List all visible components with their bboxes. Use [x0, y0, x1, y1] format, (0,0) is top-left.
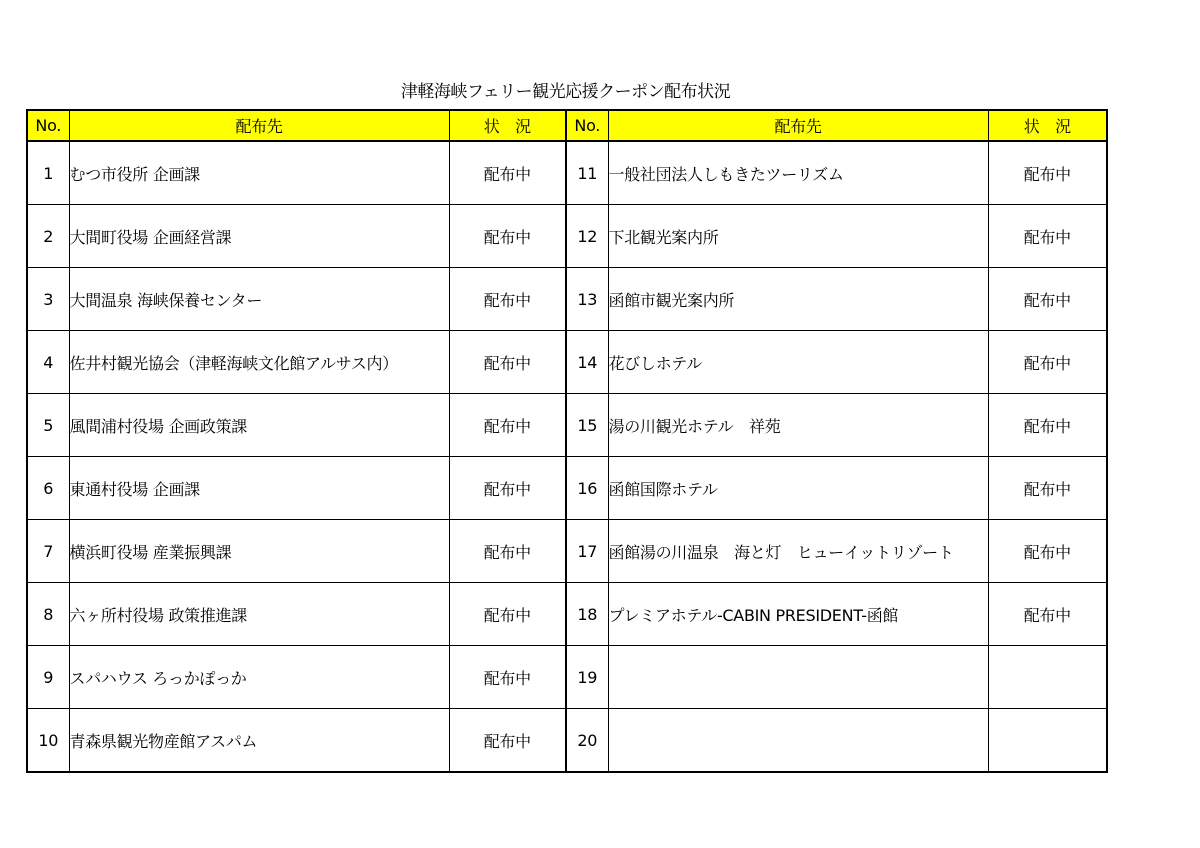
- destination-right: プレミアホテル-CABIN PRESIDENT-函館: [608, 583, 988, 646]
- header-no-right: No.: [566, 110, 608, 141]
- table-body: [27, 141, 1107, 772]
- destination-left: 横浜町役場 産業振興課: [69, 520, 449, 583]
- status-right: 配布中: [988, 520, 1107, 583]
- table-row: [27, 646, 1107, 709]
- row-number-left: 7: [27, 520, 69, 583]
- table-row: [27, 583, 1107, 646]
- status-left: 配布中: [449, 583, 566, 646]
- header-no-left: No.: [27, 110, 69, 141]
- destination-right: 下北観光案内所: [608, 205, 988, 268]
- destination-right: [608, 709, 988, 773]
- destination-left: 風間浦村役場 企画政策課: [69, 394, 449, 457]
- status-left: 配布中: [449, 331, 566, 394]
- destination-right: 一般社団法人しもきたツーリズム: [608, 141, 988, 205]
- row-number-left: 2: [27, 205, 69, 268]
- row-number-right: 17: [566, 520, 608, 583]
- destination-right: 湯の川観光ホテル 祥苑: [608, 394, 988, 457]
- destination-left: むつ市役所 企画課: [69, 141, 449, 205]
- destination-left: スパハウス ろっかぽっか: [69, 646, 449, 709]
- status-left: 配布中: [449, 520, 566, 583]
- table-row: [27, 394, 1107, 457]
- status-right: [988, 709, 1107, 773]
- row-number-right: 12: [566, 205, 608, 268]
- header-destination-right: 配布先: [608, 110, 988, 141]
- destination-left: 六ヶ所村役場 政策推進課: [69, 583, 449, 646]
- destination-right: 函館市観光案内所: [608, 268, 988, 331]
- status-right: 配布中: [988, 583, 1107, 646]
- row-number-right: 20: [566, 709, 608, 773]
- status-right: 配布中: [988, 457, 1107, 520]
- row-number-left: 1: [27, 141, 69, 205]
- status-right: [988, 646, 1107, 709]
- status-left: 配布中: [449, 141, 566, 205]
- destination-left: 大間温泉 海峡保養センター: [69, 268, 449, 331]
- destination-left: 佐井村観光協会（津軽海峡文化館アルサス内）: [69, 331, 449, 394]
- table-row: [27, 268, 1107, 331]
- destination-right: 函館国際ホテル: [608, 457, 988, 520]
- destination-left: 東通村役場 企画課: [69, 457, 449, 520]
- row-number-left: 6: [27, 457, 69, 520]
- destination-left: 大間町役場 企画経営課: [69, 205, 449, 268]
- row-number-left: 4: [27, 331, 69, 394]
- header-destination-left: 配布先: [69, 110, 449, 141]
- header-row: [27, 110, 1107, 141]
- status-left: 配布中: [449, 268, 566, 331]
- row-number-right: 14: [566, 331, 608, 394]
- row-number-left: 10: [27, 709, 69, 773]
- destination-right: [608, 646, 988, 709]
- destination-left: 青森県観光物産館アスパム: [69, 709, 449, 773]
- status-left: 配布中: [449, 457, 566, 520]
- row-number-left: 3: [27, 268, 69, 331]
- header-status-right: 状 況: [988, 110, 1107, 141]
- table-row: [27, 457, 1107, 520]
- row-number-right: 16: [566, 457, 608, 520]
- row-number-left: 9: [27, 646, 69, 709]
- status-left: 配布中: [449, 394, 566, 457]
- row-number-right: 18: [566, 583, 608, 646]
- status-right: 配布中: [988, 205, 1107, 268]
- table-row: [27, 205, 1107, 268]
- destination-right: 函館湯の川温泉 海と灯 ヒューイットリゾート: [608, 520, 988, 583]
- row-number-right: 13: [566, 268, 608, 331]
- table-row: [27, 331, 1107, 394]
- header-status-left: 状 況: [449, 110, 566, 141]
- row-number-right: 15: [566, 394, 608, 457]
- distribution-table: [26, 109, 1108, 773]
- status-left: 配布中: [449, 646, 566, 709]
- page-title: 津軽海峡フェリー観光応援クーポン配布状況: [400, 82, 731, 102]
- status-left: 配布中: [449, 709, 566, 773]
- status-right: 配布中: [988, 141, 1107, 205]
- row-number-left: 8: [27, 583, 69, 646]
- table-row: [27, 520, 1107, 583]
- status-right: 配布中: [988, 268, 1107, 331]
- row-number-right: 11: [566, 141, 608, 205]
- table-row: [27, 709, 1107, 773]
- status-right: 配布中: [988, 394, 1107, 457]
- destination-right: 花びしホテル: [608, 331, 988, 394]
- row-number-left: 5: [27, 394, 69, 457]
- table-row: [27, 141, 1107, 205]
- row-number-right: 19: [566, 646, 608, 709]
- status-right: 配布中: [988, 331, 1107, 394]
- status-left: 配布中: [449, 205, 566, 268]
